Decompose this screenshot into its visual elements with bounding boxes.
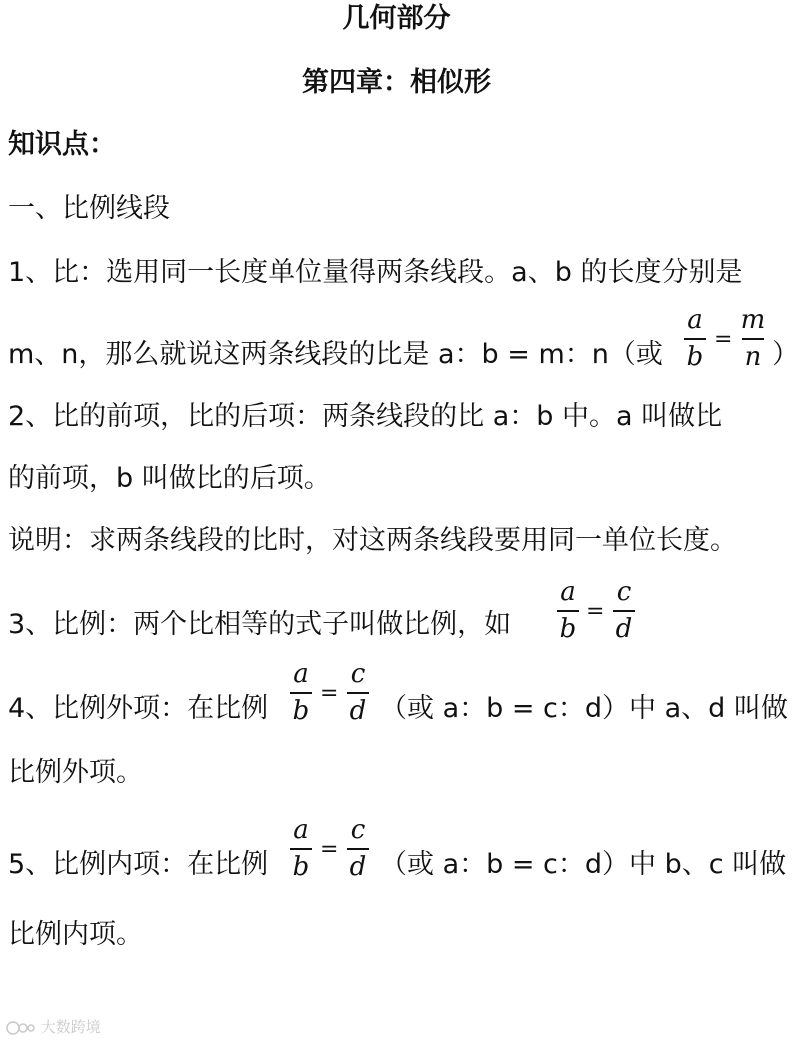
fraction-bar xyxy=(290,692,312,694)
item-2-line-1: 2、比的前项，比的后项：两条线段的比 a：b 中。a 叫做比 xyxy=(8,401,723,432)
equals-sign: = xyxy=(714,327,733,352)
fraction-bar xyxy=(742,338,764,340)
fraction-bar xyxy=(347,848,369,850)
fraction-denominator: b xyxy=(686,342,704,372)
equals-sign: = xyxy=(320,681,339,706)
fraction-denominator: d xyxy=(615,614,633,644)
fraction-denominator: d xyxy=(349,852,367,882)
item-4-line-1a: 4、比例外项：在比例 xyxy=(8,693,269,724)
fraction-denominator: n xyxy=(744,342,762,372)
fraction-bar xyxy=(290,848,312,850)
fraction-numerator: c xyxy=(350,815,366,845)
fraction-numerator: a xyxy=(293,815,309,845)
item-2-line-2: 的前项，b 叫做比的后项。 xyxy=(8,463,331,494)
fraction-numerator: c xyxy=(616,577,632,607)
knowledge-heading: 知识点： xyxy=(8,129,116,160)
item-4-line-1b: （或 a：b = c：d）中 a、d 叫做 xyxy=(380,693,788,724)
equals-sign: = xyxy=(320,837,339,862)
fraction-denominator: b xyxy=(559,614,577,644)
fraction-numerator: a xyxy=(560,577,576,607)
fraction-bar xyxy=(613,610,635,612)
watermark-text: 大数跨境 xyxy=(40,1018,101,1036)
item-1-line-2: m、n，那么就说这两条线段的比是 a：b = m：n（或 xyxy=(8,339,663,370)
fraction-denominator: d xyxy=(349,696,367,726)
fraction-numerator: a xyxy=(293,659,309,689)
chapter-title: 第四章：相似形 xyxy=(302,67,491,98)
item-3-line: 3、比例：两个比相等的式子叫做比例，如 xyxy=(8,609,512,640)
section-heading-proportional-segments: 一、比例线段 xyxy=(8,193,170,224)
closing-paren: ） xyxy=(772,339,799,370)
equals-sign: = xyxy=(586,599,605,624)
fraction-denominator: b xyxy=(292,696,310,726)
item-4-line-2: 比例外项。 xyxy=(8,757,143,788)
fraction-bar xyxy=(557,610,579,612)
watermark-icon xyxy=(6,1020,36,1036)
watermark-logo xyxy=(6,1016,101,1037)
item-5-line-2: 比例内项。 xyxy=(8,919,143,950)
fraction-bar xyxy=(347,692,369,694)
page-title: 几何部分 xyxy=(342,3,451,34)
fraction-numerator: c xyxy=(350,659,366,689)
note-line: 说明：求两条线段的比时，对这两条线段要用同一单位长度。 xyxy=(8,525,737,556)
fraction-numerator: m xyxy=(740,305,766,335)
fraction-numerator: a xyxy=(687,305,703,335)
item-5-line-1b: （或 a：b = c：d）中 b、c 叫做 xyxy=(380,849,787,880)
fraction-denominator: b xyxy=(292,852,310,882)
item-1-line-1: 1、比：选用同一长度单位量得两条线段。a、b 的长度分别是 xyxy=(8,257,743,288)
item-5-line-1a: 5、比例内项：在比例 xyxy=(8,849,269,880)
fraction-bar xyxy=(684,338,706,340)
